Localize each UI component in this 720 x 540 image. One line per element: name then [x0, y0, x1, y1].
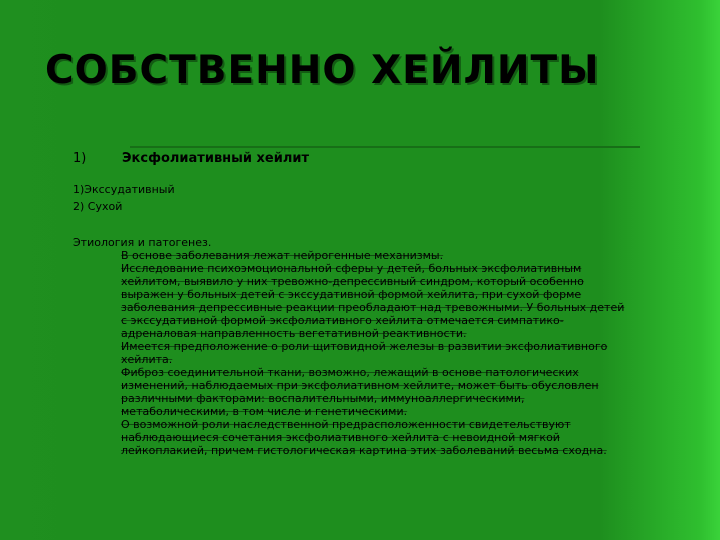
section-heading-text: Эксфолиативный хейлит	[122, 151, 310, 166]
text-line: хейлитом, выявило у них тревожно-депрессивный синдром, который особенно	[121, 275, 584, 288]
text-line: с экссудативной формой эксфолиативного хейлита отмечается симпатико-	[121, 314, 564, 327]
text-line: адреналовая направленность вегетативной реактивности.	[121, 327, 467, 340]
text-line: В основе заболевания лежат нейрогенные механизмы.	[121, 249, 444, 262]
text-line: заболевания депрессивные реакции преобладают над тревожными. У больных детей	[121, 301, 625, 314]
text-line: Исследование психоэмоциональной сферы у детей, больных эксфолиативным	[121, 262, 582, 275]
paragraph-psychoemotional	[73, 262, 686, 340]
paragraph-heredity	[73, 418, 686, 457]
text-line: изменений, наблюдаемых при эксфолиативном хейлите, может быть обусловлен	[121, 379, 599, 392]
text-line: наблюдающиеся сочетания эксфолиативного хейлита с невоидной мягкой	[121, 431, 560, 444]
paragraph-fibrosis	[73, 366, 686, 418]
section-heading-number: 1)	[73, 151, 87, 166]
etiology-heading: Этиология и патогенез.	[73, 236, 212, 249]
text-line: Имеется предположение о роли щитовидной железы в развитии эксфолиативного	[121, 340, 608, 353]
text-line: метаболическими, в том числе и генетическими.	[121, 405, 408, 418]
text-line: выражен у больных детей с экссудативной формой хейлита, при сухой форме	[121, 288, 582, 301]
section-heading	[73, 150, 673, 168]
paragraph-neurogenic	[73, 249, 686, 262]
text-line: Фиброз соединительной ткани, возможно, лежащий в основе патологических	[121, 366, 579, 379]
text-line: различными факторами: воспалительными, иммуноаллергическими,	[121, 392, 525, 405]
slide-title: СОБСТВЕННО ХЕЙЛИТЫ	[45, 48, 600, 93]
form-item: 1)Экссудативный	[73, 183, 175, 196]
text-line: хейлита.	[121, 353, 173, 366]
paragraph-thyroid	[73, 340, 686, 366]
form-item: 2) Сухой	[73, 200, 123, 213]
heading-divider	[130, 146, 640, 148]
text-line: О возможной роли наследственной предрасположенности свидетельствуют	[121, 418, 571, 431]
text-line: лейкоплакией, причем гистологическая картина этих заболеваний весьма сходна.	[121, 444, 607, 457]
forms-list	[73, 181, 175, 215]
etiology-section	[73, 236, 713, 457]
